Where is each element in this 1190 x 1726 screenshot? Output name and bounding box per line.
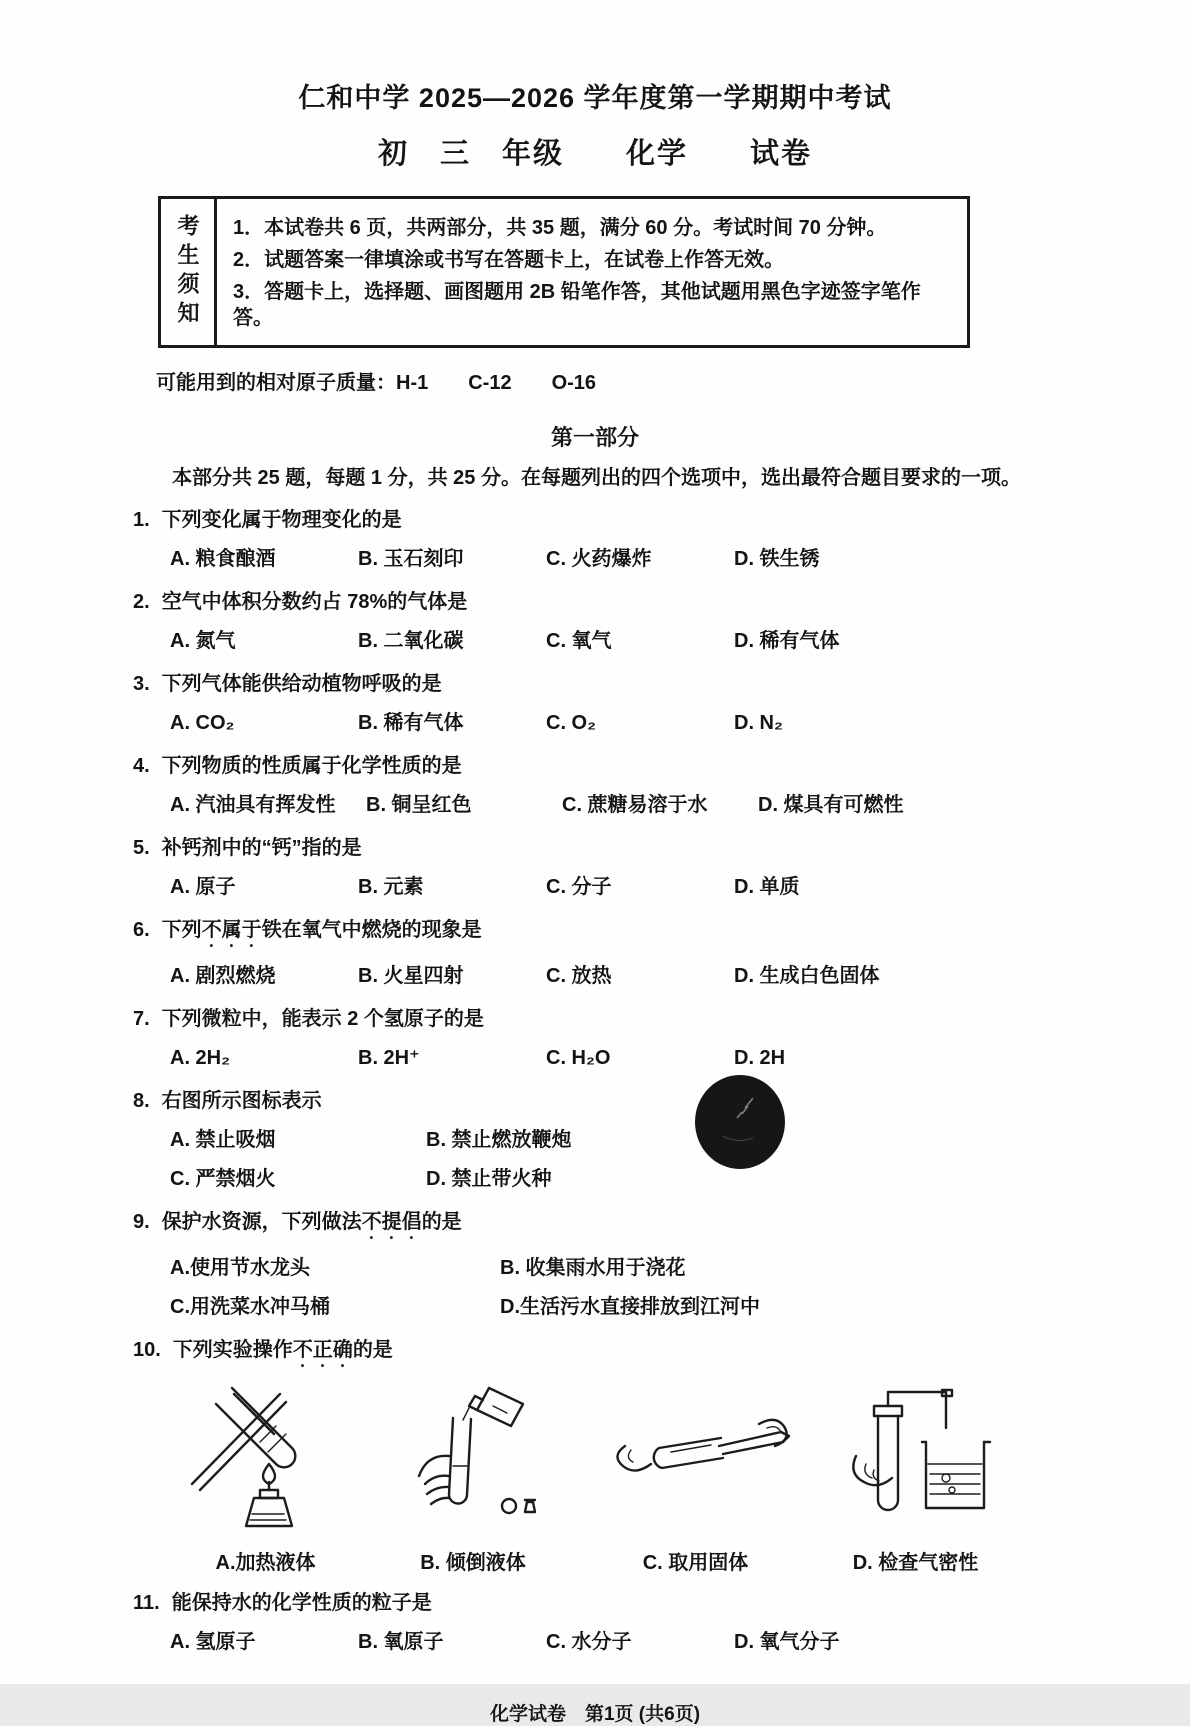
option-b: B. 禁止燃放鞭炮 <box>426 1129 572 1151</box>
option-d: D. 煤具有可燃性 <box>758 794 904 816</box>
options-row <box>133 872 1140 902</box>
stem-text: 下列变化属于物理变化的是 <box>161 509 402 531</box>
heating-liquid-icon <box>176 1380 356 1532</box>
section-heading: 第一部分 <box>550 425 639 450</box>
options-row <box>133 1164 1140 1194</box>
question-number: 11. <box>133 1592 160 1614</box>
question-number: 2. <box>133 591 150 613</box>
option-a: A. 2H₂ <box>170 1047 231 1069</box>
question-text <box>133 1086 1140 1116</box>
option-c: C. H₂O <box>546 1047 611 1069</box>
stem-text: 保护水资源，下列做法 <box>161 1211 362 1233</box>
question-stem <box>162 587 468 617</box>
stem-text: 补钙剂中的“钙”指的是 <box>161 837 362 859</box>
option-d: D. 铁生锈 <box>734 548 820 570</box>
options-row <box>133 790 1140 820</box>
option-c: C. 严禁烟火 <box>170 1168 276 1190</box>
option-d: D. 氧气分子 <box>734 1631 840 1653</box>
option-c: C. 放热 <box>546 965 612 987</box>
stem-text: 铁在氧气中燃烧的现象是 <box>261 919 482 941</box>
option-a: A. 汽油具有挥发性 <box>170 794 336 816</box>
option-d: D. 稀有气体 <box>734 630 840 652</box>
option-a: A. 粮食酿酒 <box>170 548 276 570</box>
figure-label-d: D. 检查气密性 <box>852 1552 979 1574</box>
taking-solid-icon <box>591 1380 801 1532</box>
option-c: C. 火药爆炸 <box>546 548 652 570</box>
figure-pouring-liquid <box>368 1380 578 1532</box>
page-footer: 化学试卷 第1页 (共6页) <box>489 1704 701 1725</box>
stem-emphasized-text: 不属于 <box>201 919 262 941</box>
question-text <box>133 1004 1140 1034</box>
question-number: 6. <box>133 919 150 941</box>
question-7 <box>133 1004 1140 1073</box>
stem-text: 能保持水的化学性质的粒子是 <box>171 1592 432 1614</box>
option-d: D. 单质 <box>734 876 800 898</box>
option-d: D. N₂ <box>734 712 783 734</box>
question-2 <box>133 587 1140 656</box>
pouring-liquid-icon <box>381 1380 566 1532</box>
option-b: B. 元素 <box>358 876 424 898</box>
question-number: 1. <box>133 509 150 531</box>
question-text <box>133 915 1140 952</box>
options-row <box>133 961 1140 991</box>
candidate-notice-box <box>158 196 970 348</box>
question-9 <box>133 1207 1140 1322</box>
option-b: B. 铜呈红色 <box>366 794 472 816</box>
question-stem <box>162 915 482 952</box>
option-c: C. 水分子 <box>546 1631 632 1653</box>
figure-airtightness-check <box>813 1380 1018 1532</box>
question-number: 7. <box>133 1008 150 1030</box>
stem-text: 右图所示图标表示 <box>161 1090 322 1112</box>
option-a: A. 氢原子 <box>170 1631 256 1653</box>
question-number: 10. <box>133 1339 161 1361</box>
option-c: C. O₂ <box>546 712 596 734</box>
option-b: B. 玉石刻印 <box>358 548 464 570</box>
question-stem <box>162 669 442 699</box>
question-stem <box>162 1004 484 1034</box>
stem-text: 下列气体能供给动植物呼吸的是 <box>161 673 442 695</box>
question-text <box>133 751 1140 781</box>
stem-text: 的是 <box>352 1339 393 1361</box>
question-text <box>133 587 1140 617</box>
notice-side-text: 考生须知 <box>175 214 200 330</box>
options-row <box>133 1253 1140 1283</box>
question-stem <box>162 505 402 535</box>
option-a: A. CO₂ <box>170 712 235 734</box>
question-stem <box>162 751 462 781</box>
option-a: A. 禁止吸烟 <box>170 1129 276 1151</box>
question-1 <box>133 505 1140 574</box>
question-text <box>133 833 1140 863</box>
experiment-illustrations <box>133 1380 1140 1532</box>
question-number: 8. <box>133 1090 150 1112</box>
options-row <box>133 1125 1140 1155</box>
question-text <box>133 505 1140 535</box>
figure-taking-solid <box>578 1380 813 1532</box>
stem-text: 空气中体积分数约占 78%的气体是 <box>161 591 468 613</box>
question-stem <box>162 833 362 863</box>
question-4 <box>133 751 1140 820</box>
stem-emphasized-text: 不正确 <box>292 1339 353 1361</box>
option-b: B. 2H⁺ <box>358 1047 420 1069</box>
notice-body <box>217 199 967 345</box>
question-number: 4. <box>133 755 150 777</box>
option-b: B. 二氧化碳 <box>358 630 464 652</box>
option-d: D. 禁止带火种 <box>426 1168 552 1190</box>
notice-item: 1．本试卷共 6 页，共两部分，共 35 题，满分 60 分。考试时间 70 分钟。 <box>233 217 887 239</box>
stem-emphasized-text: 不提倡 <box>361 1211 422 1233</box>
figure-label-c: C. 取用固体 <box>642 1552 749 1574</box>
airtightness-check-icon <box>826 1380 1006 1532</box>
options-row <box>133 544 1140 574</box>
question-number: 5. <box>133 837 150 859</box>
question-8 <box>133 1086 1140 1194</box>
figure-labels-row <box>133 1540 1140 1575</box>
notice-item: 3．答题卡上，选择题、画图题用 2B 铅笔作答，其他试题用黑色字迹签字笔作答。 <box>233 281 921 329</box>
notice-side-label <box>161 199 217 345</box>
question-number: 3. <box>133 673 150 695</box>
question-stem <box>172 1588 432 1618</box>
option-a: A. 氮气 <box>170 630 236 652</box>
atomic-mass-note: 可能用到的相对原子质量：H-1 C-12 O-16 <box>156 372 597 394</box>
options-row <box>133 1627 1140 1657</box>
question-text <box>133 1588 1140 1618</box>
page-subtitle: 初 三 年级 化学 试卷 <box>377 138 812 170</box>
question-6 <box>133 915 1140 991</box>
notice-item: 2．试题答案一律填涂或书写在答题卡上，在试卷上作答无效。 <box>233 249 785 271</box>
figure-heating-liquid <box>163 1380 368 1532</box>
stem-text: 下列物质的性质属于化学性质的是 <box>161 755 462 777</box>
question-stem <box>162 1207 462 1244</box>
question-11 <box>133 1588 1140 1657</box>
options-row <box>133 708 1140 738</box>
option-c: C. 氧气 <box>546 630 612 652</box>
figure-label-a: A.加热液体 <box>215 1552 316 1574</box>
question-text <box>133 669 1140 699</box>
option-b: B. 稀有气体 <box>358 712 464 734</box>
question-5 <box>133 833 1140 902</box>
page-title: 仁和中学 2025—2026 学年度第一学期期中考试 <box>298 83 892 113</box>
option-a: A.使用节水龙头 <box>170 1257 310 1279</box>
question-stem <box>162 1086 322 1116</box>
figure-label-b: B. 倾倒液体 <box>420 1552 526 1574</box>
question-10 <box>133 1335 1140 1575</box>
option-a: A. 原子 <box>170 876 236 898</box>
question-text <box>133 1207 1140 1244</box>
section-intro: 本部分共 25 题，每题 1 分，共 25 分。在每题列出的四个选项中，选出最符合题目要求的一项。 <box>172 467 1021 489</box>
option-c: C.用洗菜水冲马桶 <box>170 1296 330 1318</box>
stem-text: 下列 <box>161 919 202 941</box>
question-stem <box>173 1335 393 1372</box>
options-row <box>133 626 1140 656</box>
option-d: D. 生成白色固体 <box>734 965 880 987</box>
option-d: D. 2H <box>734 1047 786 1069</box>
stem-text: 的是 <box>421 1211 462 1233</box>
question-text <box>133 1335 1140 1372</box>
option-b: B. 氧原子 <box>358 1631 444 1653</box>
option-c: C. 分子 <box>546 876 612 898</box>
options-row <box>133 1043 1140 1073</box>
option-a: A. 剧烈燃烧 <box>170 965 276 987</box>
stem-text: 下列实验操作 <box>172 1339 293 1361</box>
option-b: B. 收集雨水用于浇花 <box>500 1257 686 1279</box>
question-3 <box>133 669 1140 738</box>
option-b: B. 火星四射 <box>358 965 464 987</box>
options-row <box>133 1292 1140 1322</box>
stem-text: 下列微粒中，能表示 2 个氢原子的是 <box>161 1008 484 1030</box>
option-d: D.生活污水直接排放到江河中 <box>500 1296 760 1318</box>
question-number: 9. <box>133 1211 150 1233</box>
option-c: C. 蔗糖易溶于水 <box>562 794 708 816</box>
prohibition-sign-icon <box>693 1074 787 1170</box>
